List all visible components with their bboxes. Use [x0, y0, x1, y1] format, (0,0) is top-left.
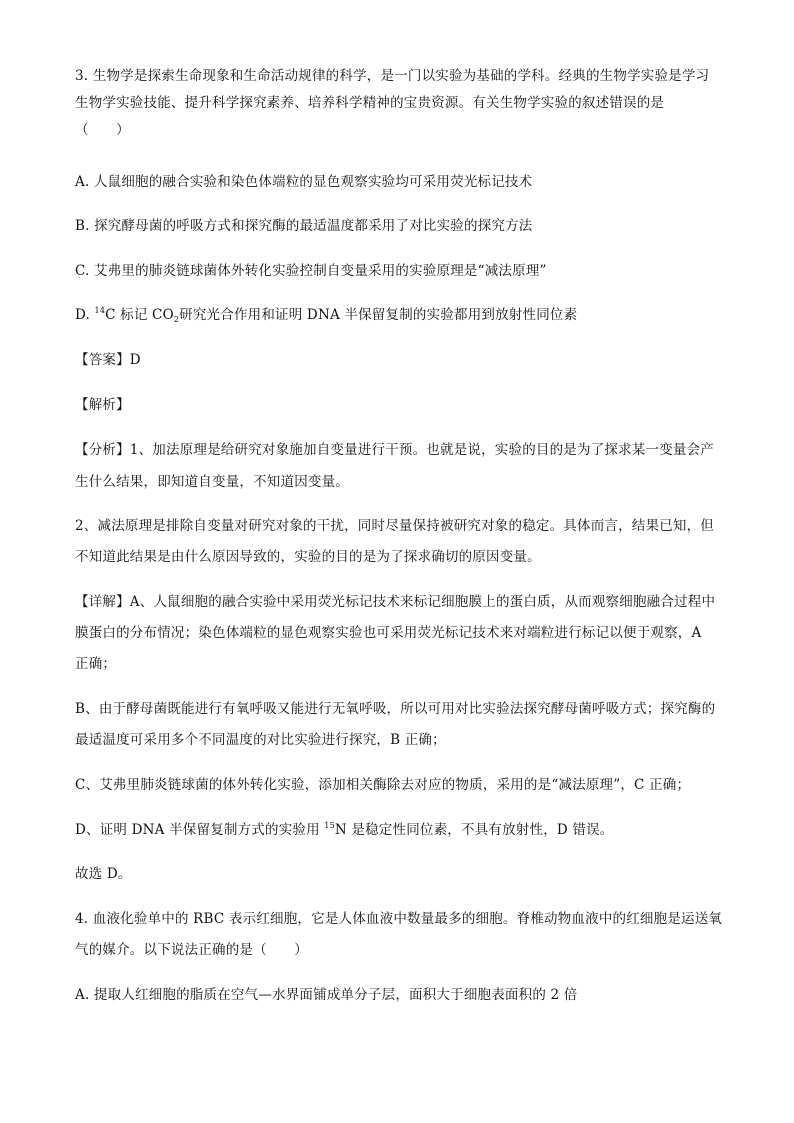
- q3-detail-b-line-2: 最适温度可采用多个不同温度的对比实验进行探究，B 正确；: [75, 732, 446, 748]
- q3-detail-line-3: 正确；: [75, 656, 117, 672]
- q3-analysis-line-1: 【分析】1、加法原理是给研究对象施加自变量进行干预。也就是说，实验的目的是为了探求某一变量会产: [75, 442, 714, 458]
- q4-stem-line-1: 4. 血液化验单中的 RBC 表示红细胞，它是人体血液中数量最多的细胞。脊椎动物血液中的红细胞是运送氧: [75, 911, 723, 927]
- q3-option-d: [75, 305, 577, 325]
- q3-option-d-superscript: 14: [94, 306, 106, 315]
- q3-option-d-subscript: 2: [173, 315, 180, 324]
- q3-analysis-line-4: 不知道此结果是由什么原因导致的，实验的目的是为了探求确切的原因变量。: [75, 549, 541, 565]
- q3-detail-line-1: 【详解】A、人鼠细胞的融合实验中采用荧光标记技术来标记细胞膜上的蛋白质，从而观察细胞融合过程中: [75, 594, 716, 610]
- q3-answer: 【答案】D: [75, 352, 141, 368]
- q3-analysis-line-2: 生什么结果，即知道自变量，不知道因变量。: [75, 474, 349, 490]
- q3-option-b: B. 探究酵母菌的呼吸方式和探究酶的最适温度都采用了对比实验的探究方法: [75, 218, 533, 234]
- q3-analysis-title: 【解析】: [75, 397, 130, 413]
- q3-option-d-prefix: D.: [75, 307, 95, 323]
- q3-option-a: A. 人鼠细胞的融合实验和染色体端粒的显色观察实验均可采用荧光标记技术: [75, 174, 533, 190]
- q3-detail-d: [75, 820, 614, 840]
- q4-option-a: A. 提取人红细胞的脂质在空气—水界面铺成单分子层，面积大于细胞表面积的 2 倍: [75, 987, 578, 1003]
- q3-detail-d-superscript: 15: [324, 821, 335, 830]
- q3-stem-line-3: （ ）: [75, 122, 130, 138]
- q3-detail-d-prefix: D、证明 DNA 半保留复制方式的实验用: [75, 822, 325, 838]
- q3-stem-line-1: 3. 生物学是探索生命现象和生命活动规律的科学，是一门以实验为基础的学科。经典的生物学实验是学习: [75, 68, 710, 84]
- q3-choose: 故选 D。: [75, 866, 132, 882]
- q3-detail-d-suffix: N 是稳定性同位素，不具有放射性，D 错误。: [334, 822, 614, 838]
- q3-option-d-mid: C 标记 CO: [105, 307, 174, 323]
- q3-option-d-suffix: 研究光合作用和证明 DNA 半保留复制的实验都用到放射性同位素: [179, 307, 578, 323]
- q3-stem-line-2: 生物学实验技能、提升科学探究素养、培养科学精神的宝贵资源。有关生物学实验的叙述错误的是: [75, 95, 665, 111]
- q3-option-c: C. 艾弗里的肺炎链球菌体外转化实验控制自变量采用的实验原理是“减法原理”: [75, 263, 547, 279]
- q3-analysis-line-3: 2、减法原理是排除自变量对研究对象的干扰，同时尽量保持被研究对象的稳定。具体而言，结果已知，但: [75, 518, 714, 534]
- q4-stem-line-2: 气的媒介。以下说法正确的是（ ）: [75, 942, 308, 958]
- q3-detail-c: C、艾弗里肺炎链球菌的体外转化实验，添加相关酶除去对应的物质，采用的是“减法原理”，C 正确；: [75, 777, 691, 793]
- q3-detail-b-line-1: B、由于酵母菌既能进行有氧呼吸又能进行无氧呼吸，所以可用对比实验法探究酵母菌呼吸方式；探究酶的: [75, 701, 716, 717]
- q3-detail-line-2: 膜蛋白的分布情况；染色体端粒的显色观察实验也可采用荧光标记技术来对端粒进行标记以便于观察，A: [75, 625, 702, 641]
